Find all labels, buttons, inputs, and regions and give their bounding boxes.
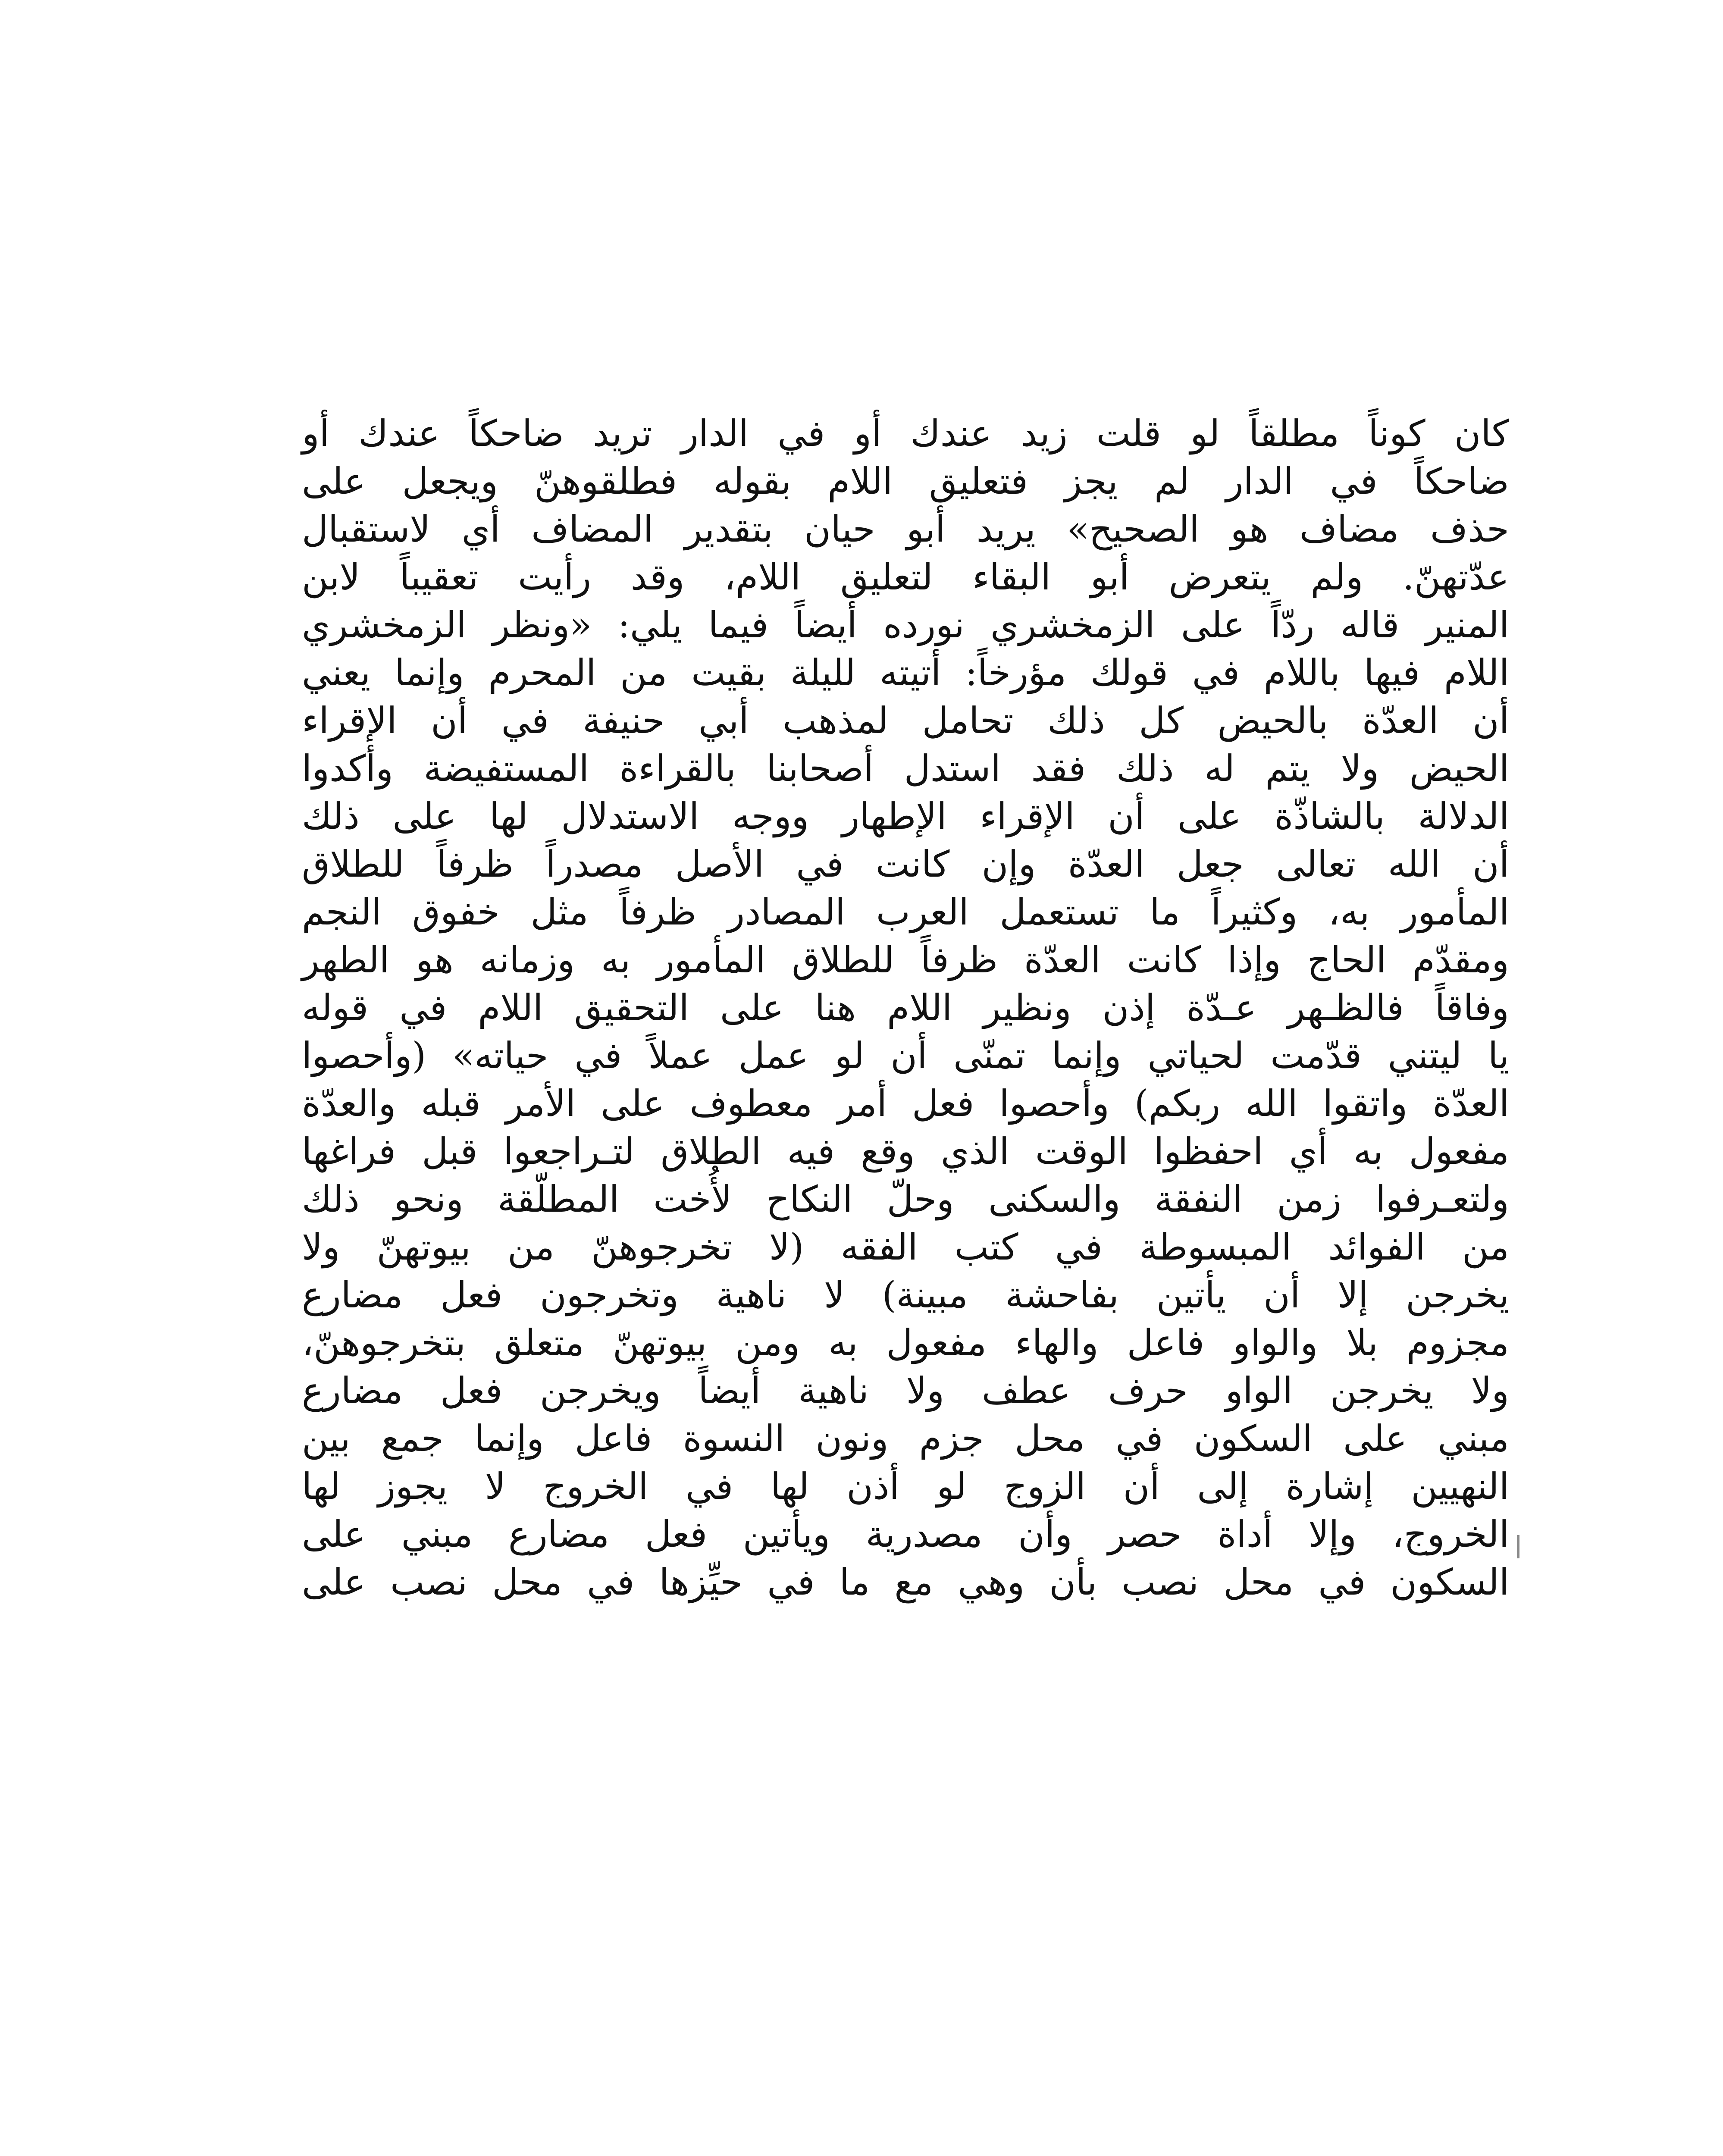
text-line: السكون في محل نصب بأن وهي مع ما في حيِّزها في محل نصب على: [302, 1561, 1509, 1603]
margin-scan-mark: [1517, 1535, 1519, 1558]
text-line: وفاقاً فالظـهر عـدّة إذن ونظير اللام هنا على التحقيق اللام في قوله: [302, 987, 1509, 1029]
text-line: مفعول به أي احفظوا الوقت الذي وقع فيه الطلاق لتـراجعوا قبل فراغها: [302, 1130, 1509, 1172]
text-line: أن الله تعالى جعل العدّة وإن كانت في الأصل مصدراً ظرفاً للطلاق: [302, 843, 1509, 885]
text-line: الحيض ولا يتم له ذلك فقد استدل أصحابنا بالقراءة المستفيضة وأكدوا: [302, 747, 1509, 790]
text-line: ولتعـرفوا زمن النفقة والسكنى وحلّ النكاح لأُخت المطلّقة ونحو ذلك: [302, 1178, 1509, 1220]
text-line: كان كوناً مطلقاً لو قلت زيد عندك أو في الدار تريد ضاحكاً عندك أو: [302, 412, 1509, 454]
text-line: العدّة واتقوا الله ربكم) وأحصوا فعل أمر معطوف على الأمر قبله والعدّة: [302, 1082, 1509, 1125]
text-line: النهيين إشارة إلى أن الزوج لو أذن لها في الخروج لا يجوز لها: [302, 1465, 1509, 1507]
text-line: مجزوم بلا والواو فاعل والهاء مفعول به ومن بيوتهنّ متعلق بتخرجوهنّ،: [302, 1322, 1509, 1364]
text-line: أن العدّة بالحيض كل ذلك تحامل لمذهب أبي حنيفة في أن الإقراء: [302, 699, 1509, 742]
text-line: ولا يخرجن الواو حرف عطف ولا ناهية أيضاً ويخرجن فعل مضارع: [302, 1369, 1509, 1412]
text-line: يا ليتني قدّمت لحياتي وإنما تمنّى أن لو عمل عملاً في حياته» (وأحصوا: [302, 1034, 1509, 1077]
text-line: الخروج، وإلا أداة حصر وأن مصدرية ويأتين فعل مضارع مبني على: [302, 1513, 1509, 1555]
text-line: ضاحكاً في الدار لم يجز فتعليق اللام بقوله فطلقوهنّ ويجعل على: [302, 460, 1509, 502]
text-line: حذف مضاف هو الصحيح» يريد أبو حيان بتقدير المضاف أي لاستقبال: [302, 508, 1509, 550]
text-line: من الفوائد المبسوطة في كتب الفقه (لا تخرجوهنّ من بيوتهنّ ولا: [302, 1226, 1509, 1268]
text-line: يخرجن إلا أن يأتين بفاحشة مبينة) لا ناهية وتخرجون فعل مضارع: [302, 1274, 1509, 1316]
text-line: المأمور به، وكثيراً ما تستعمل العرب المصادر ظرفاً مثل خفوق النجم: [302, 891, 1509, 933]
text-line: الدلالة بالشاذّة على أن الإقراء الإطهار ووجه الاستدلال لها على ذلك: [302, 795, 1509, 837]
body-text: [302, 410, 1509, 1606]
text-line: مبني على السكون في محل جزم ونون النسوة فاعل وإنما جمع بين: [302, 1417, 1509, 1460]
text-line: عدّتهنّ. ولم يتعرض أبو البقاء لتعليق اللام، وقد رأيت تعقيباً لابن: [302, 556, 1509, 598]
text-line: اللام فيها باللام في قولك مؤرخاً: أتيته لليلة بقيت من المحرم وإنما يعني: [302, 652, 1509, 694]
text-line: ومقدّم الحاج وإذا كانت العدّة ظرفاً للطلاق المأمور به وزمانه هو الطهر: [302, 939, 1509, 981]
text-line: المنير قاله ردّاً على الزمخشري نورده أيضاً فيما يلي: «ونظر الزمخشري: [302, 604, 1510, 646]
